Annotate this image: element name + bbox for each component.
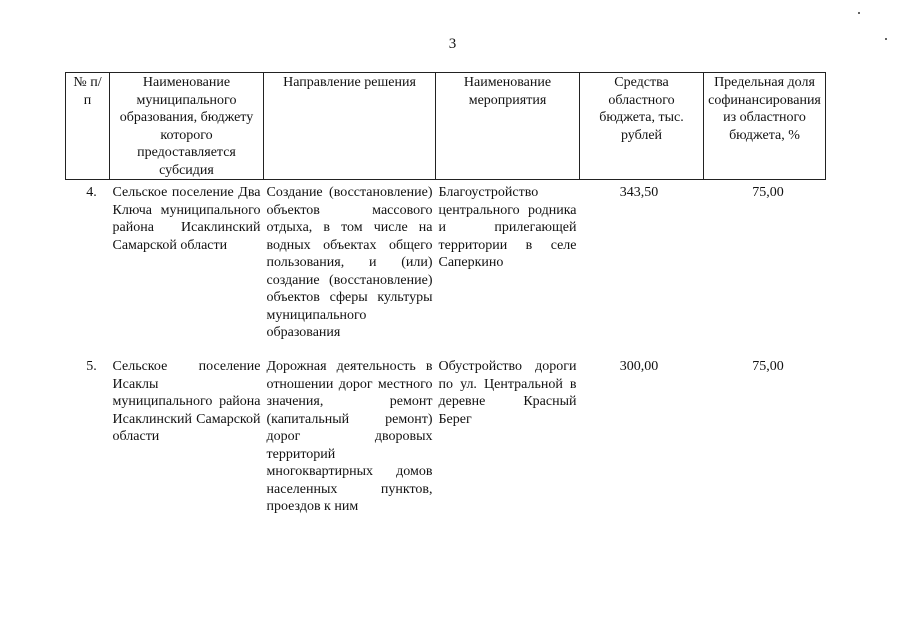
scan-speck — [885, 38, 887, 40]
row-event: Обустройство дороги по ул. Центральной в деревне Красный Берег — [438, 359, 577, 427]
row-municipality: Сельское поселение Исаклы муниципального района Исаклинский Самарской области — [112, 359, 261, 444]
header-funds: Средства областного бюджета, тыс. рублей — [580, 73, 704, 180]
table-row — [66, 352, 826, 516]
header-direction: Направление решения — [264, 73, 436, 180]
row-event: Благоустройство центрального родника и прилегающей территории в селе Саперкино — [438, 185, 577, 270]
row-number-text: 5. — [86, 359, 97, 374]
page-number: 3 — [448, 36, 457, 52]
header-share: Предельная доля софинансирования из областного бюджета, % — [704, 73, 826, 180]
row-share: 75,00 — [752, 359, 784, 374]
row-funds: 343,50 — [619, 185, 659, 200]
table-row — [66, 180, 826, 353]
row-number — [66, 352, 110, 516]
header-num: № п/п — [66, 73, 110, 180]
row-municipality: Сельское поселение Два Ключа муниципального района Исаклинский Самарской области — [112, 185, 261, 253]
scan-speck — [858, 12, 860, 14]
row-funds: 300,00 — [619, 359, 659, 374]
row-number — [66, 180, 110, 353]
table-header-row — [66, 73, 826, 180]
header-event: Наименование мероприятия — [436, 73, 580, 180]
row-share: 75,00 — [752, 185, 784, 200]
row-direction: Дорожная деятельность в отношении дорог местного значения, ремонт (капитальный ремонт) дорог дворовых территорий многоквартирных домов населенных пунктов, проездов к ним — [266, 359, 433, 514]
header-municipality: Наименование муниципального образования, бюджету которого предоставляется субсидия — [110, 73, 264, 180]
row-direction: Создание (восстановление) объектов массового отдыха, в том числе на водных объектах общего пользования, и (или) создание (восстановление) объектов сферы культуры муниципального образования — [266, 185, 433, 340]
row-number-text: 4. — [86, 185, 97, 200]
subsidy-table — [65, 72, 826, 516]
